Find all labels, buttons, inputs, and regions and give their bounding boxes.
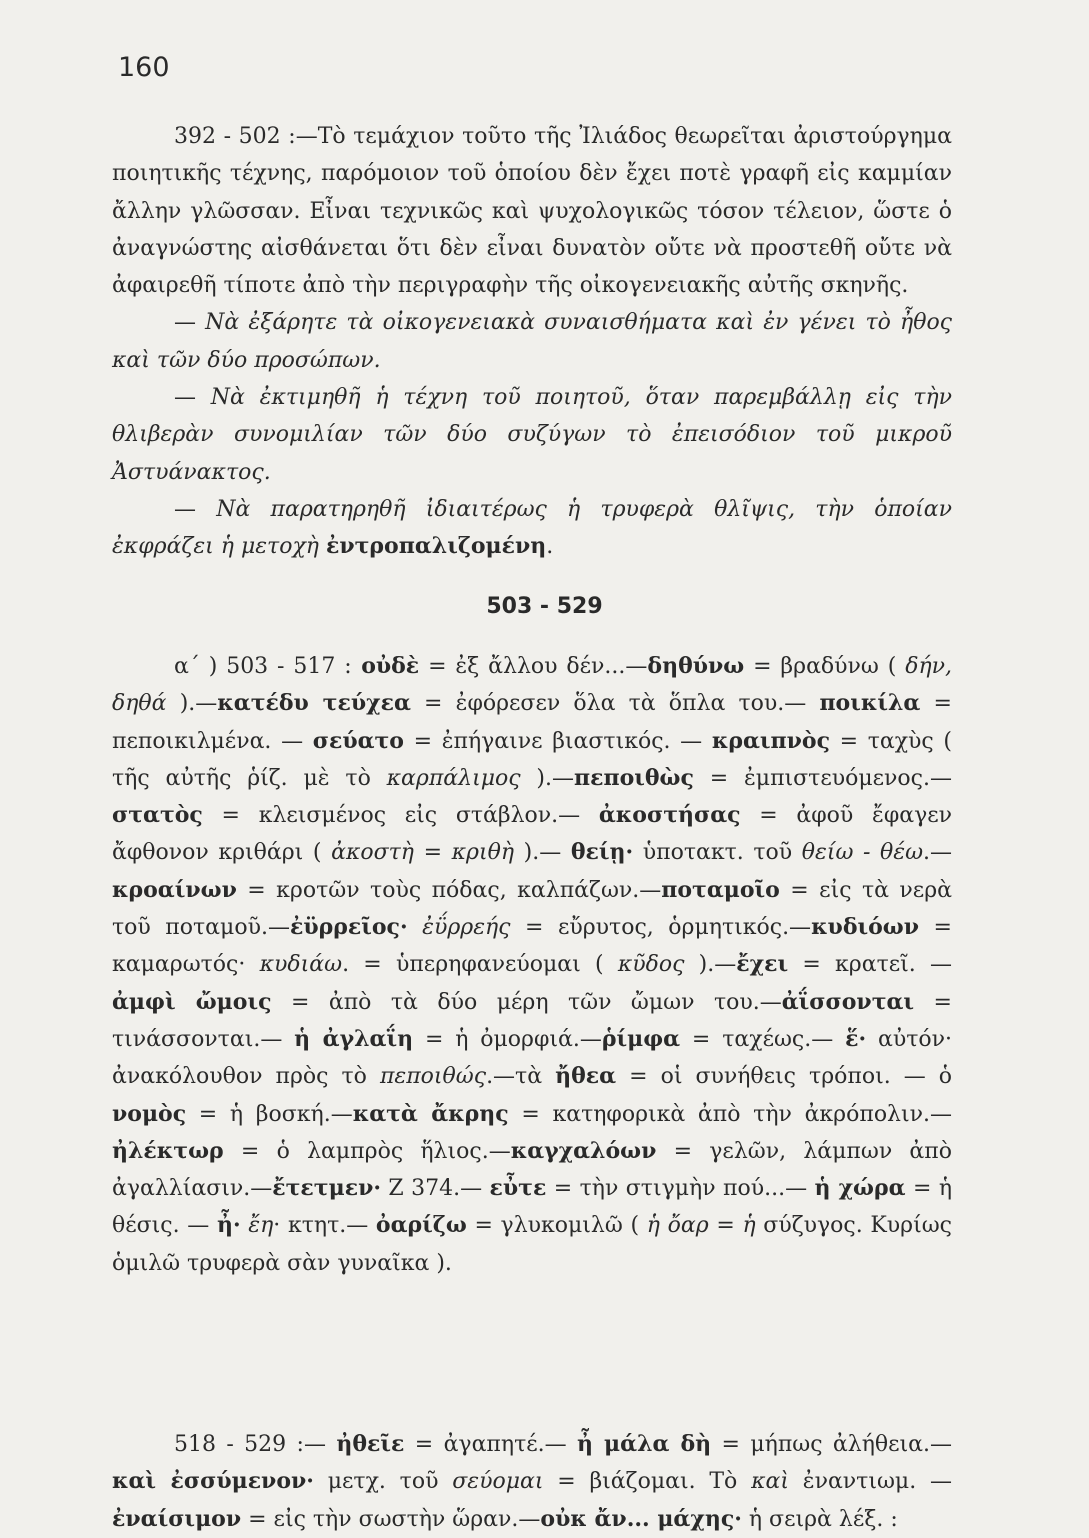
- gloss-italic: κυδιάω: [259, 952, 343, 978]
- gloss-text: ὑποτακτ. τοῦ: [633, 840, 802, 866]
- gloss-term: ῥίμφα: [601, 1025, 681, 1052]
- glossary-b-block: [112, 1426, 952, 1538]
- gloss-text: = εἰς τὴν σωστὴν ὥραν.—: [241, 1506, 541, 1532]
- gloss-term: ἕ·: [845, 1025, 867, 1052]
- gloss-text: = γλυκομιλῶ (: [466, 1213, 647, 1239]
- gloss-text: = ἡ ὀμορφιά.—: [413, 1026, 602, 1052]
- gloss-italic: δήν, δηθά: [112, 654, 952, 717]
- gloss-text: ἡ σειρὰ λέξ. :: [741, 1506, 898, 1532]
- gloss-term: θείῃ·: [570, 839, 634, 866]
- gloss-text: = ἀγαπητέ.—: [404, 1432, 578, 1457]
- gloss-text: = κατηφορικὰ ἀπὸ τὴν ἀκρόπολιν.—: [508, 1101, 952, 1127]
- gloss-text: = ἐξ ἄλλου δέν...—: [419, 654, 648, 679]
- gloss-term: ἤθεα: [555, 1063, 617, 1090]
- gloss-term: ἐναίσιμον: [112, 1505, 242, 1532]
- gloss-term: ἠλέκτωρ: [112, 1137, 224, 1164]
- gloss-text: ).—: [514, 840, 571, 866]
- gloss-term: κατέδυ τεύχεα: [217, 690, 411, 717]
- gloss-term: δηθύνω: [647, 653, 745, 679]
- gloss-term: καγχαλόων: [510, 1137, 657, 1164]
- gloss-text: = οἱ συνήθεις τρόποι. — ὁ: [616, 1064, 952, 1090]
- task-paragraph: — Νὰ ἐκτιμηθῆ ἡ τέχνη τοῦ ποιητοῦ, ὅταν παρεμβάλλῃ εἰς τὴν θλιβερὰν συνομιλίαν τῶν δύο συζύγων τὸ ἐπεισόδιον τοῦ μικροῦ Ἀστυάνακτος.: [112, 385, 952, 485]
- gloss-term: εὖτε: [489, 1175, 547, 1202]
- gloss-text: . = ὑπερηφανεύομαι (: [342, 952, 618, 978]
- gloss-text: = ἀπὸ τὰ δύο μέρη τῶν ὤμων του.—: [271, 989, 782, 1015]
- gloss-text: = γελῶν, λάμπων ἀπὸ ἀγαλλίασιν.—: [112, 1138, 952, 1202]
- intro-text: —Τὸ τεμάχιον τοῦτο τῆς Ἰλιάδος θεωρεῖται ἀριστούργημα ποιητικῆς τέχνης, παρόμοιον τοῦ ὁποίου δὲν ἔχει ποτὲ γραφῆ εἰς καμμίαν ἄλλην γλῶσσαν. Εἶναι τεχνικῶς καὶ ψυχολογικῶς τόσον τέλειον, ὥστε ὁ ἀναγνώστης αἰσθάνεται ὅτι δὲν εἶναι δυνατὸν οὔτε νὰ προστεθῆ οὔτε νὰ ἀφαιρεθῆ τίποτε ἀπὸ τὴν περιγραφὴν τῆς οἰκογενειακῆς αὐτῆς σκηνῆς.: [112, 124, 953, 299]
- gloss-text: = ἡ θέσις. —: [112, 1176, 953, 1239]
- gloss-text: = κλεισμένος εἰς στάβλον.—: [202, 803, 599, 829]
- gloss-italic: ἐΰρρεής: [422, 915, 511, 941]
- gloss-text: .—: [923, 840, 953, 866]
- gloss-text: ).—: [684, 952, 737, 978]
- gloss-text: · κτητ.—: [273, 1213, 376, 1239]
- gloss-text: = μήπως ἀλήθεια.—: [711, 1432, 953, 1457]
- glossary-a-block: [112, 648, 952, 1282]
- gloss-text: .—τὰ: [486, 1064, 556, 1090]
- page-number: 160: [118, 52, 170, 83]
- gloss-italic: καρπάλιμος: [386, 765, 521, 791]
- glossary-b-label: 518 - 529 :: [174, 1432, 304, 1457]
- task-bold-term: ἐντροπαλιζομένη: [325, 533, 547, 560]
- gloss-text: σύζυγος. Κυρίως ὁμιλῶ τρυφερὰ σὰν γυναῖκα ).: [112, 1213, 953, 1276]
- gloss-italic: κῦδος: [617, 952, 685, 978]
- gloss-term: κροαίνων: [112, 876, 237, 903]
- gloss-term: ἀκοστήσας: [598, 802, 741, 829]
- gloss-text: Ζ 374.—: [381, 1176, 490, 1202]
- gloss-text: = καμαρωτός·: [112, 915, 952, 978]
- gloss-term: πεποιθὼς: [573, 764, 694, 791]
- gloss-text: = ὁ λαμπρὸς ἥλιος.—: [223, 1138, 511, 1164]
- gloss-italic: πεποιθώς: [379, 1064, 487, 1090]
- gloss-term: οὐκ ἄν... μάχης·: [540, 1505, 742, 1532]
- gloss-term: ἦ μάλα δὴ: [577, 1431, 712, 1457]
- gloss-text: = ταχέως.—: [680, 1026, 846, 1052]
- gloss-text: = τινάσσονται.—: [112, 989, 952, 1052]
- gloss-text: ).—: [520, 765, 574, 791]
- gloss-text: = πεποικιλμένα. —: [112, 691, 952, 754]
- gloss-text: = ταχὺς ( τῆς αὐτῆς ῥίζ. μὲ τὸ: [112, 728, 952, 791]
- gloss-italic: ἡ ὄαρ = ἡ: [646, 1213, 756, 1239]
- task-paragraph: — Νὰ παρατηρηθῆ ἰδιαιτέρως ἡ τρυφερὰ θλῖψις, τὴν ὁποίαν ἐκφράζει ἡ μετοχὴ ἐντροπαλιζομένη.: [112, 496, 953, 560]
- gloss-text: = εὔρυτος, ὁρμητικός.—: [510, 915, 812, 941]
- gloss-text: —: [303, 1432, 337, 1457]
- gloss-term: ὀαρίζω: [375, 1212, 467, 1239]
- intro-ref: 392 - 502 :: [174, 124, 296, 149]
- gloss-text: = ἐφόρεσεν ὅλα τὰ ὅπλα του.—: [410, 691, 820, 717]
- gloss-text: = βραδύνω (: [744, 654, 906, 679]
- gloss-text: = βιάζομαι. Τὸ: [543, 1469, 752, 1495]
- gloss-text: = κροτῶν τοὺς πόδας, καλπάζων.—: [236, 877, 662, 903]
- gloss-term: ποταμοῖο: [661, 876, 780, 903]
- task-text: Νὰ ἐκτιμηθῆ ἡ τέχνη τοῦ ποιητοῦ, ὅταν παρεμβάλλῃ εἰς τὴν θλιβερὰν συνομιλίαν τῶν δύο συζύγων τὸ ἐπεισόδιον τοῦ μικροῦ Ἀστυάνακτος.: [112, 385, 952, 485]
- intro-paragraph: [112, 118, 952, 304]
- gloss-term: καὶ ἐσσύμενον·: [112, 1468, 314, 1495]
- gloss-term: νομὸς: [112, 1100, 187, 1127]
- gloss-term: ἀμφὶ ὤμοις: [112, 988, 272, 1015]
- gloss-term: ἠθεῖε: [336, 1431, 405, 1457]
- gloss-italic: καὶ: [751, 1469, 789, 1495]
- section-heading: 503 - 529: [486, 594, 603, 619]
- gloss-term: ἡ ἀγλαΐη: [294, 1025, 414, 1052]
- gloss-term: κυδιόων: [811, 914, 920, 941]
- gloss-text: ἐναντιωμ. —: [789, 1469, 952, 1495]
- gloss-text: μετχ. τοῦ: [313, 1469, 453, 1495]
- gloss-term: ἔτετμεν·: [272, 1175, 382, 1202]
- gloss-term: ποικίλα: [819, 690, 921, 717]
- glossary-b-paragraph: [112, 1426, 952, 1538]
- task-text: Νὰ ἐξάρητε τὰ οἰκογενειακὰ συναισθήματα καὶ ἐν γένει τὸ ἦθος καὶ τῶν δύο προσώπων.: [112, 310, 953, 373]
- gloss-italic: ἀκοστὴ = κριθὴ: [331, 840, 515, 866]
- gloss-term: ἦ·: [216, 1212, 241, 1239]
- gloss-text: = κρατεῖ. —: [788, 952, 952, 978]
- gloss-italic: σεύομαι: [452, 1469, 544, 1495]
- gloss-text: = ἡ βοσκή.—: [186, 1101, 353, 1127]
- gloss-italic: ἔη: [248, 1213, 274, 1239]
- gloss-text: = ἐμπιστευόμενος.—: [693, 765, 952, 791]
- gloss-term: ἡ χώρα: [814, 1175, 906, 1202]
- glossary-a-label: α΄ ) 503 - 517 :: [174, 654, 352, 679]
- gloss-italic: θείω - θέω: [801, 840, 924, 866]
- gloss-text: [408, 915, 423, 940]
- gloss-term: στατὸς: [112, 802, 203, 829]
- gloss-term: κατὰ ἄκρης: [352, 1100, 509, 1127]
- gloss-term: ἀΐσσονται: [781, 988, 915, 1015]
- task-paragraph: — Νὰ ἐξάρητε τὰ οἰκογενειακὰ συναισθήματα καὶ ἐν γένει τὸ ἦθος καὶ τῶν δύο προσώπων.: [112, 310, 953, 373]
- gloss-text: = εἰς τὰ νερὰ τοῦ ποταμοῦ.—: [112, 877, 952, 941]
- gloss-term: σεύατο: [312, 727, 404, 754]
- gloss-term: οὐδὲ: [351, 653, 420, 679]
- gloss-term: κραιπνὸς: [711, 727, 830, 754]
- gloss-text: αὐτόν· ἀνακόλουθον πρὸς τὸ: [112, 1026, 952, 1090]
- gloss-text: = τὴν στιγμὴν πού...—: [546, 1176, 815, 1202]
- glossary-a-paragraph: [112, 648, 952, 1282]
- intro-block: [112, 118, 952, 566]
- gloss-term: ἐϋρρεῖος·: [289, 914, 408, 941]
- gloss-text: = ἐπήγαινε βιαστικός. —: [403, 728, 712, 754]
- gloss-term: ἔχει: [736, 951, 789, 978]
- gloss-text: ).—: [166, 691, 218, 717]
- gloss-text: = ἀφοῦ ἔφαγεν ἄφθονον κριθάρι (: [112, 803, 952, 866]
- task-text: Νὰ παρατηρηθῆ ἰδιαιτέρως ἡ τρυφερὰ θλῖψις, τὴν ὁποίαν ἐκφράζει ἡ μετοχὴ: [112, 496, 953, 560]
